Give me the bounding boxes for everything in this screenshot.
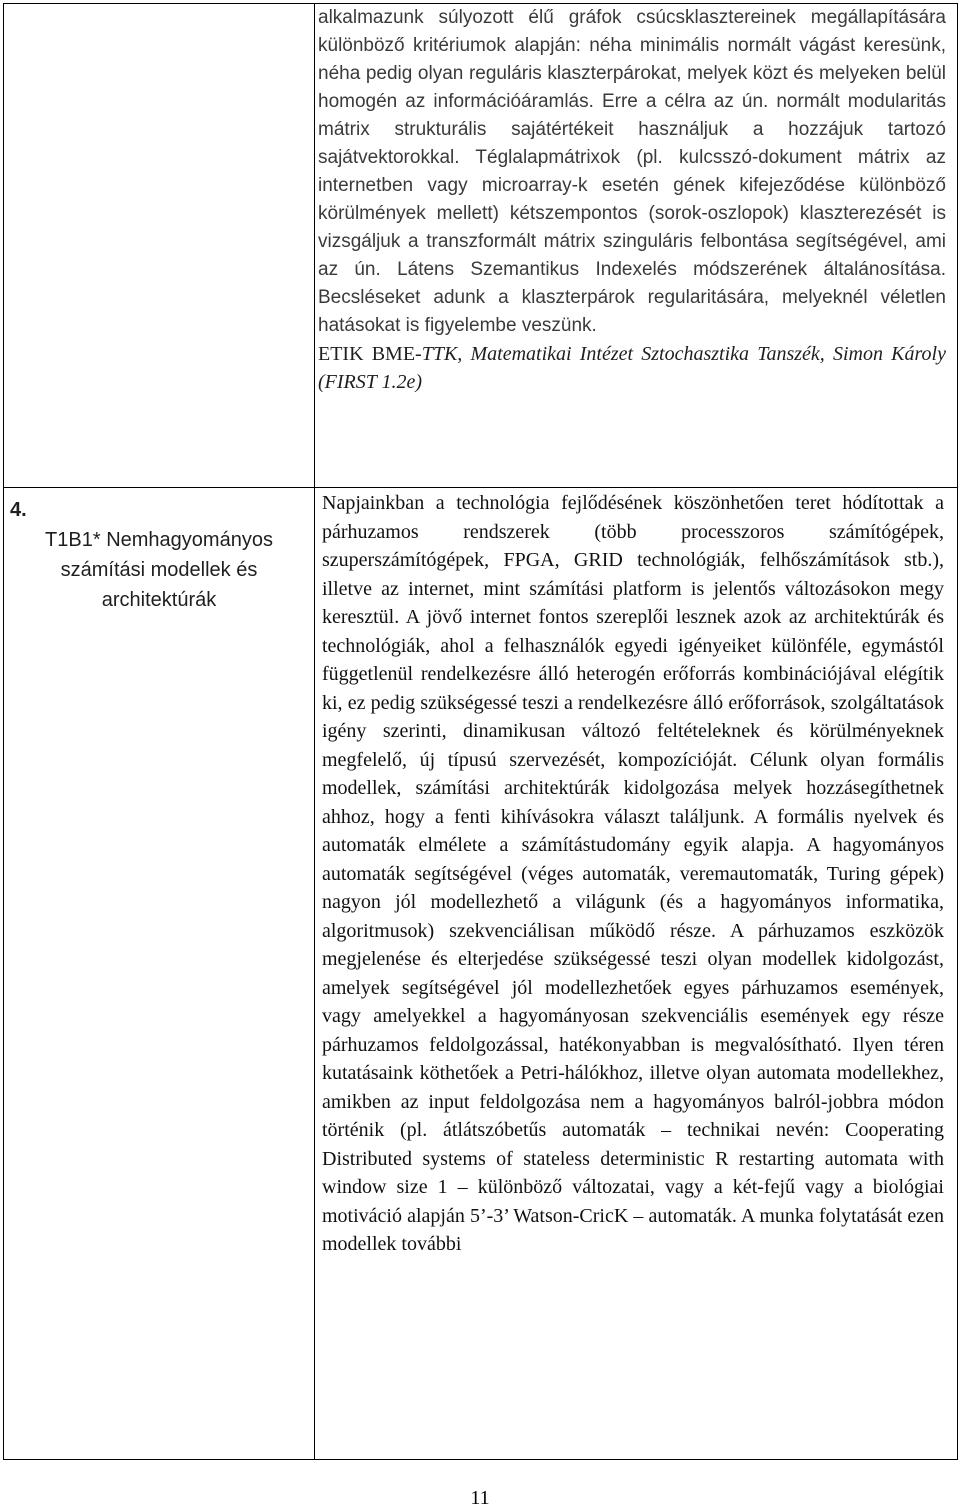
credit-detail: TTK, Matematikai Intézet Sztochasztika Tanszék, Simon Károly (FIRST 1.2e) (318, 343, 946, 393)
row-number: 4. (10, 499, 27, 521)
previous-description-cell (318, 4, 946, 396)
description-cell (322, 489, 944, 1259)
row-title: T1B1* Nemhagyományos számítási modellek és architektúrák (45, 529, 273, 611)
description-text: Napjainkban a technológia fejlődésének köszönhetően teret hódítottak a párhuzamos rendszerek (több processzoros számítógépek, szuperszámítógépek, FPGA, GRID technológiák, felhőszámítások stb.), illetve az internet, mint számítási platform is jelentős változásokon megy keresztül. A jövő internet fontos szereplői lesznek azok az architektúrák és technológiák, ahol a felhasználók egyedi igényeiket különféle, egymástól függetlenül rendelkezésre álló heterogén erőforrás kombinációjával elégítik ki, ez pedig szükségessé teszi a rendelkezésre álló erőforrások, szolgáltatások igény szerinti, dinamikusan változó feltételeknek és körülményeknek megfelelő, új típusú szervezését, kompozícióját. Célunk olyan formális modellek, számítási architektúrák kidolgozása melyek hozzásegíthetnek ahhoz, hogy a fenti kihívásokra választ találjunk. A formális nyelvek és automaták elmélete a számítástudomány egyik alapja. A hagyományos automaták segítségével (véges automaták, veremautomaták, Turing gépek) nagyon jól modellezhető a világunk (és a hagyományos informatika, algoritmusok) szekvenciálisan működő része. A párhuzamos eszközök megjelenése és elterjedése szükségessé teszi olyan modellek kidolgozást, amelyek segítségével jól modellezhetőek egyes párhuzamos események, vagy amelyekkel a hagyományosan szekvenciális események egy része párhuzamos feldolgozással, hatékonyabban is megvalósítható. Ilyen téren kutatásaink köthetőek a Petri-hálókhoz, illetve olyan automata modellekhez, amikben az input feldolgozása nem a hagyományos balról-jobbra módon történik (pl. átlátszóbetűs automaták – technikai nevén: Cooperating Distributed systems of stateless deterministic R restarting automata with window size 1 – különböző változatai, vagy a két-fejű vagy a biológiai motiváció alapján 5’-3’ Watson-CricK – automaták. A munka folytatását ezen modellek további (322, 492, 944, 1255)
column-divider (314, 4, 315, 1459)
previous-description-text: alkalmazunk súlyozott élű gráfok csúcsklasztereinek megállapítására különböző kritériumok alapján: néha minimális normált vágást keresünk, néha pedig olyan reguláris klaszterpárokat, melyek közt és melyeken belül homogén az információáramlás. Erre a célra az ún. normált modularitás mátrix strukturális sajátértékeit használjuk a hozzájuk tartozó sajátvektorokkal. Téglalapmátrixok (pl. kulcsszó-dokument mátrix az internetben vagy microarray-k esetén gének kifejeződése különböző körülmények mellett) kétszempontos (sorok-oszlopok) klaszterezését is vizsgáljuk a transzformált mátrix szinguláris felbontása segítségével, ami az ún. Látens Szemantikus Indexelés módszerének általánosítása. Becsléseket adunk a klaszterpárok regularitására, melyeknél véletlen hatásokat is figyelembe veszünk. (318, 7, 946, 336)
page-number: 11 (470, 1487, 490, 1509)
row-header-cell (4, 488, 314, 615)
credit-line (318, 340, 946, 396)
credit-institution: ETIK BME- (318, 343, 422, 365)
